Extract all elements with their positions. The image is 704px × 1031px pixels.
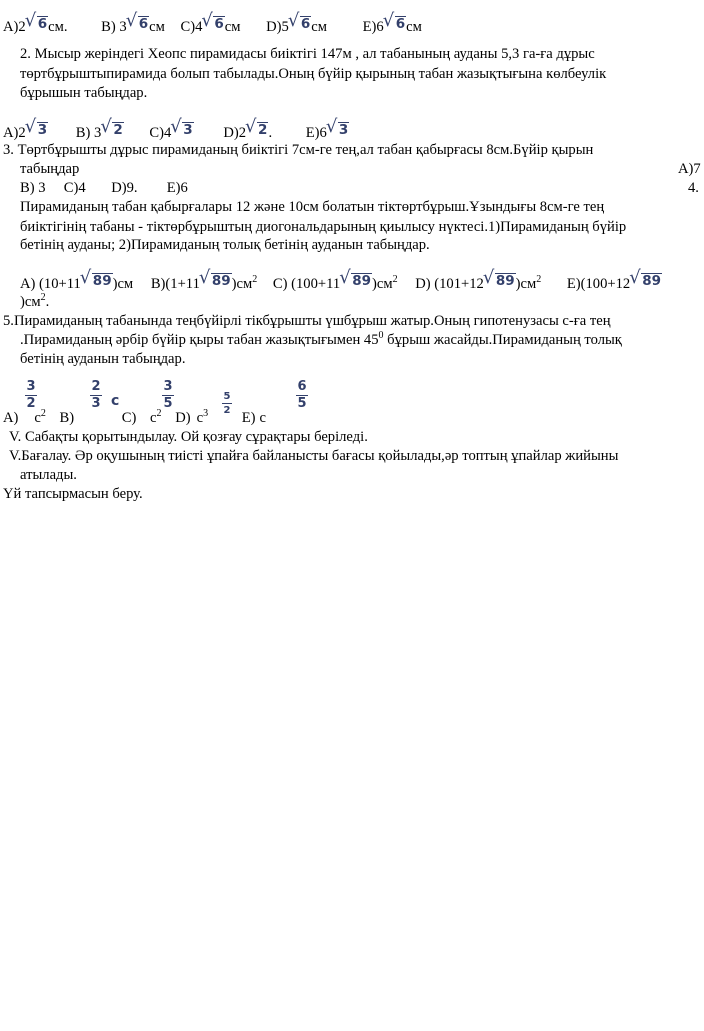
sqrt-sign: √ 3 bbox=[171, 122, 193, 138]
q5-line-1: 5.Пирамиданың табанында теңбүйірлі тікбұрышты үшбұрыш жатыр.Оның гипотенузасы с-ға тең bbox=[3, 313, 611, 329]
q2-line-1: 2. Мысыр жеріндегі Хеопс пирамидасы биіктігі 147м , ал табанының ауданы 5,3 га-ға дұрыс bbox=[20, 46, 595, 62]
q5-answers: A) $c^2$ B) C) $c^2$ D) $c^3$ E) c bbox=[3, 408, 266, 426]
fraction-b: 2 3 bbox=[91, 379, 101, 411]
section-vi-line-2: атылады. bbox=[20, 467, 77, 483]
q1-answers: A)2√ 6см. B) 3√ 6см C)4√ 6см D)5√ 6см E)6√ 6см bbox=[3, 16, 422, 36]
q4-line-3: бетінің ауданы; 2)Пирамиданың толық бетінің ауданын табыңдар. bbox=[20, 237, 430, 253]
q4-answers-cont: )$см^2$. bbox=[20, 292, 50, 310]
q2-line-3: бұрышын табыңдар. bbox=[20, 85, 148, 101]
fraction-c: 3 5 bbox=[163, 379, 173, 411]
q1-a-prefix: A)2 bbox=[3, 19, 26, 35]
q3-line-2: табыңдар bbox=[20, 161, 80, 177]
sqrt-sign: √ 6 bbox=[289, 16, 311, 32]
degree-mark: 0 bbox=[378, 330, 384, 341]
sqrt-sign: √ 89 bbox=[340, 273, 372, 289]
q4-answers: A) (10+11√ 89)см B)(1+11√ $89)см^2$ C) (100+11√ $89)см^2$ D) (101+12√ $89)см^2$ E)(100+12√ 89 bbox=[20, 273, 662, 293]
q5-line-3: бетінің ауданын табыңдар. bbox=[20, 351, 186, 367]
q3-answer-a: A)7 bbox=[678, 161, 701, 177]
sqrt-sign: √ 3 bbox=[327, 122, 349, 138]
q5-line-2: .Пирамиданың әрбір бүйір қыры табан жазықтығымен $45^0$ бұрыш жасайды.Пирамиданың толық bbox=[20, 330, 622, 348]
sqrt-sign: √ 6 bbox=[384, 16, 406, 32]
q3-line-1: 3. Төртбұрышты дұрыс пирамиданың биіктігі 7см-ге тең,ал табан қабырғасы 8см.Бүйір қырын bbox=[3, 142, 594, 158]
q4-line-2: биіктігінің табаны - тіктөрбұрыштың диогональдарының қиылысу нүктесі.1)Пирамиданың бүйір bbox=[20, 219, 627, 235]
sqrt-sign: √ 2 bbox=[246, 122, 268, 138]
sqrt-sign: √ 6 bbox=[26, 16, 48, 32]
fraction-e: 6 5 bbox=[297, 379, 307, 411]
sqrt-sign: √ 2 bbox=[101, 122, 123, 138]
sqrt-sign: √ 89 bbox=[200, 273, 232, 289]
fraction-d: 5 2 bbox=[223, 391, 231, 416]
sqrt-sign: √ 3 bbox=[26, 122, 48, 138]
sqrt-sign: √ 89 bbox=[81, 273, 113, 289]
sqrt-sign: √ 89 bbox=[484, 273, 516, 289]
q3-answers-right: 4. bbox=[688, 180, 699, 196]
homework: Үй тапсырмасын беру. bbox=[3, 486, 143, 502]
q2-answers: A)2√ 3 B) 3√ 2 C)4√ 3 D)2√ 2. E)6√ 3 bbox=[3, 122, 349, 142]
sqrt-sign: √ 6 bbox=[202, 16, 224, 32]
fraction-a: 3 2 bbox=[26, 379, 36, 411]
fraction-b-c: c bbox=[111, 393, 120, 409]
section-vi-line-1: V.Бағалау. Әр оқушының тиісті ұпайға байланысты бағасы қойылады,әр топтың ұпайлар жийыны bbox=[9, 448, 619, 464]
section-v: V. Сабақты қорытындылау. Ой қозғау сұрақтары беріледі. bbox=[9, 429, 368, 445]
sqrt-sign: √ 89 bbox=[630, 273, 662, 289]
q4-line-1: Пирамиданың табан қабырғалары 12 және 10см болатын тіктөртбұрыш.Ұзындығы 8см-ге тең bbox=[20, 199, 605, 215]
sqrt-sign: √ 6 bbox=[127, 16, 149, 32]
q3-answers: B) 3 C)4 D)9. E)6 bbox=[20, 180, 188, 196]
q2-line-2: төртбұрыштыпирамида болып табылады.Оның бүйір қырының табан жазықтығына көлбеулік bbox=[20, 66, 607, 82]
